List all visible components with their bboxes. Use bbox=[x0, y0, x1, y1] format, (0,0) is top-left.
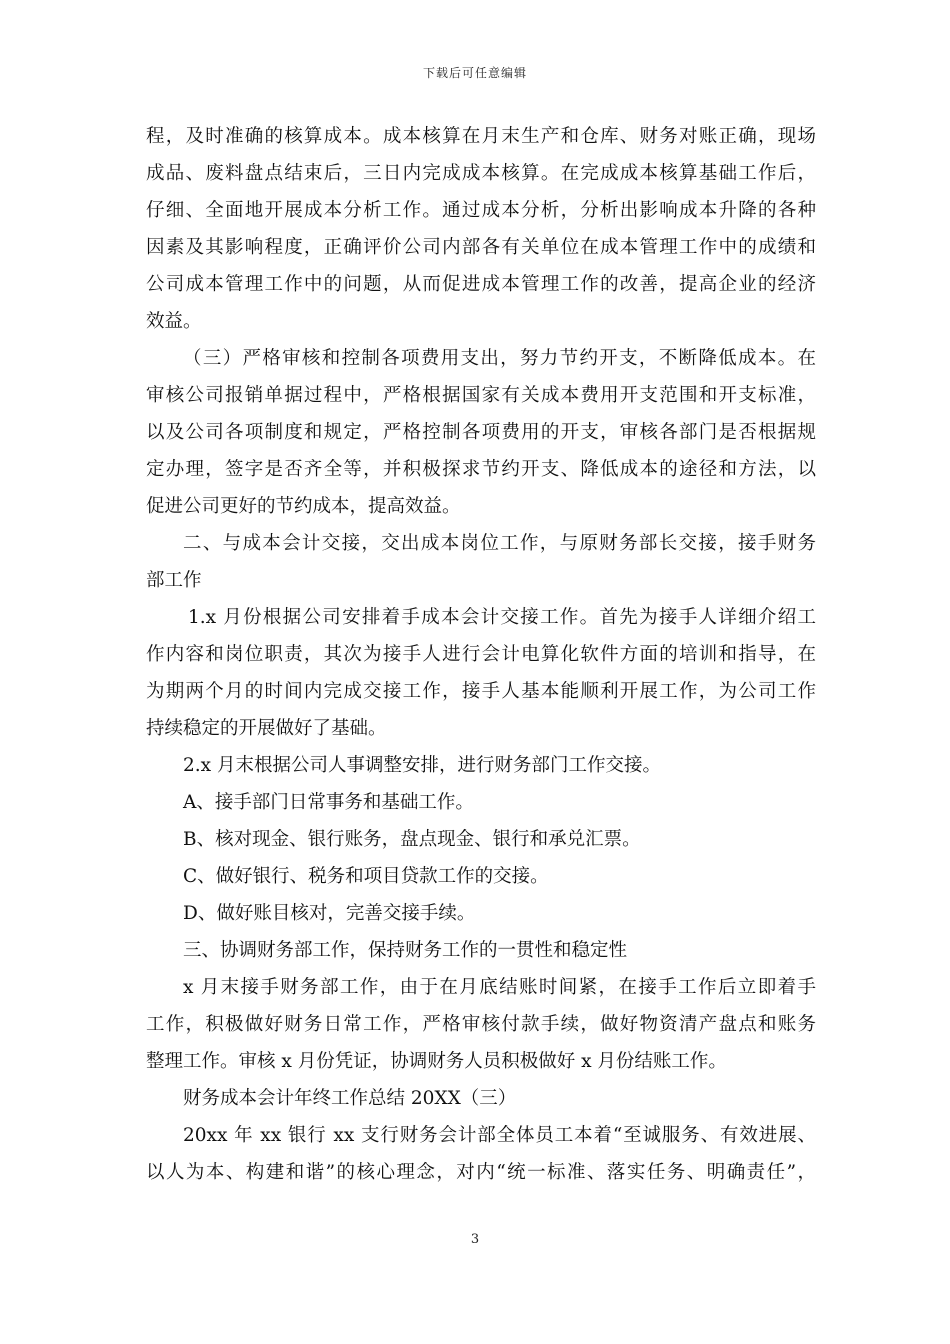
page-number: 3 bbox=[470, 1232, 480, 1247]
text-line: 整理工作。审核 x 月份凭证，协调财务人员积极做好 x 月份结账工作。 bbox=[146, 1051, 727, 1072]
text-line: 效益。 bbox=[146, 311, 202, 332]
text-line: 作内容和岗位职责，其次为接手人进行会计电算化软件方面的培训和指导，在 bbox=[146, 644, 816, 665]
text-line: 仔细、全面地开展成本分析工作。通过成本分析，分析出影响成本升降的各种 bbox=[146, 200, 816, 221]
text-line: 以及公司各项制度和规定，严格控制各项费用的开支，审核各部门是否根据规 bbox=[146, 422, 816, 443]
text-line: D、做好账目核对，完善交接手续。 bbox=[183, 903, 476, 924]
text-line: 促进公司更好的节约成本，提高效益。 bbox=[146, 496, 461, 517]
text-line: B、核对现金、银行账务，盘点现金、银行和承兑汇票。 bbox=[183, 829, 641, 850]
text-line: 为期两个月的时间内完成交接工作，接手人基本能顺利开展工作，为公司工作 bbox=[146, 681, 816, 702]
text-line: 以人为本、构建和谐”的核心理念，对内“统一标准、落实任务、明确责任”， bbox=[146, 1162, 816, 1183]
text-line: 20xx 年 xx 银行 xx 支行财务会计部全体员工本着“至诚服务、有效进展、 bbox=[183, 1125, 816, 1146]
text-line: 审核公司报销单据过程中，严格根据国家有关成本费用开支范围和开支标准， bbox=[146, 385, 816, 406]
text-line: 程，及时准确的核算成本。成本核算在月末生产和仓库、财务对账正确，现场 bbox=[146, 126, 816, 147]
text-line: 定办理，签字是否齐全等，并积极探求节约开支、降低成本的途径和方法，以 bbox=[146, 459, 816, 480]
text-line: 财务成本会计年终工作总结 20XX（三） bbox=[183, 1088, 517, 1109]
text-line: 工作，积极做好财务日常工作，严格审核付款手续，做好物资清产盘点和账务 bbox=[146, 1014, 816, 1035]
text-line: 部工作 bbox=[146, 570, 202, 591]
text-line: 因素及其影响程度，正确评价公司内部各有关单位在成本管理工作中的成绩和 bbox=[146, 237, 816, 258]
text-line: （三）严格审核和控制各项费用支出，努力节约开支，不断降低成本。在 bbox=[183, 348, 816, 369]
document-body bbox=[146, 118, 816, 1191]
text-line: 二、与成本会计交接，交出成本岗位工作，与原财务部长交接，接手财务 bbox=[183, 533, 816, 554]
text-line: C、做好银行、税务和项目贷款工作的交接。 bbox=[183, 866, 549, 887]
text-line: 公司成本管理工作中的问题，从而促进成本管理工作的改善，提高企业的经济 bbox=[146, 274, 816, 295]
text-line: 1.x 月份根据公司安排着手成本会计交接工作。首先为接手人详细介绍工 bbox=[188, 607, 816, 628]
text-line: 成品、废料盘点结束后，三日内完成成本核算。在完成成本核算基础工作后， bbox=[146, 163, 816, 184]
text-line: 持续稳定的开展做好了基础。 bbox=[146, 718, 387, 739]
text-line: A、接手部门日常事务和基础工作。 bbox=[183, 792, 474, 813]
text-line: 2.x 月末根据公司人事调整安排，进行财务部门工作交接。 bbox=[183, 755, 661, 776]
text-line: x 月末接手财务部工作，由于在月底结账时间紧，在接手工作后立即着手 bbox=[183, 977, 816, 998]
text-line: 三、协调财务部工作，保持财务工作的一贯性和稳定性 bbox=[183, 940, 628, 961]
page-header: 下载后可任意编辑 bbox=[422, 66, 527, 80]
